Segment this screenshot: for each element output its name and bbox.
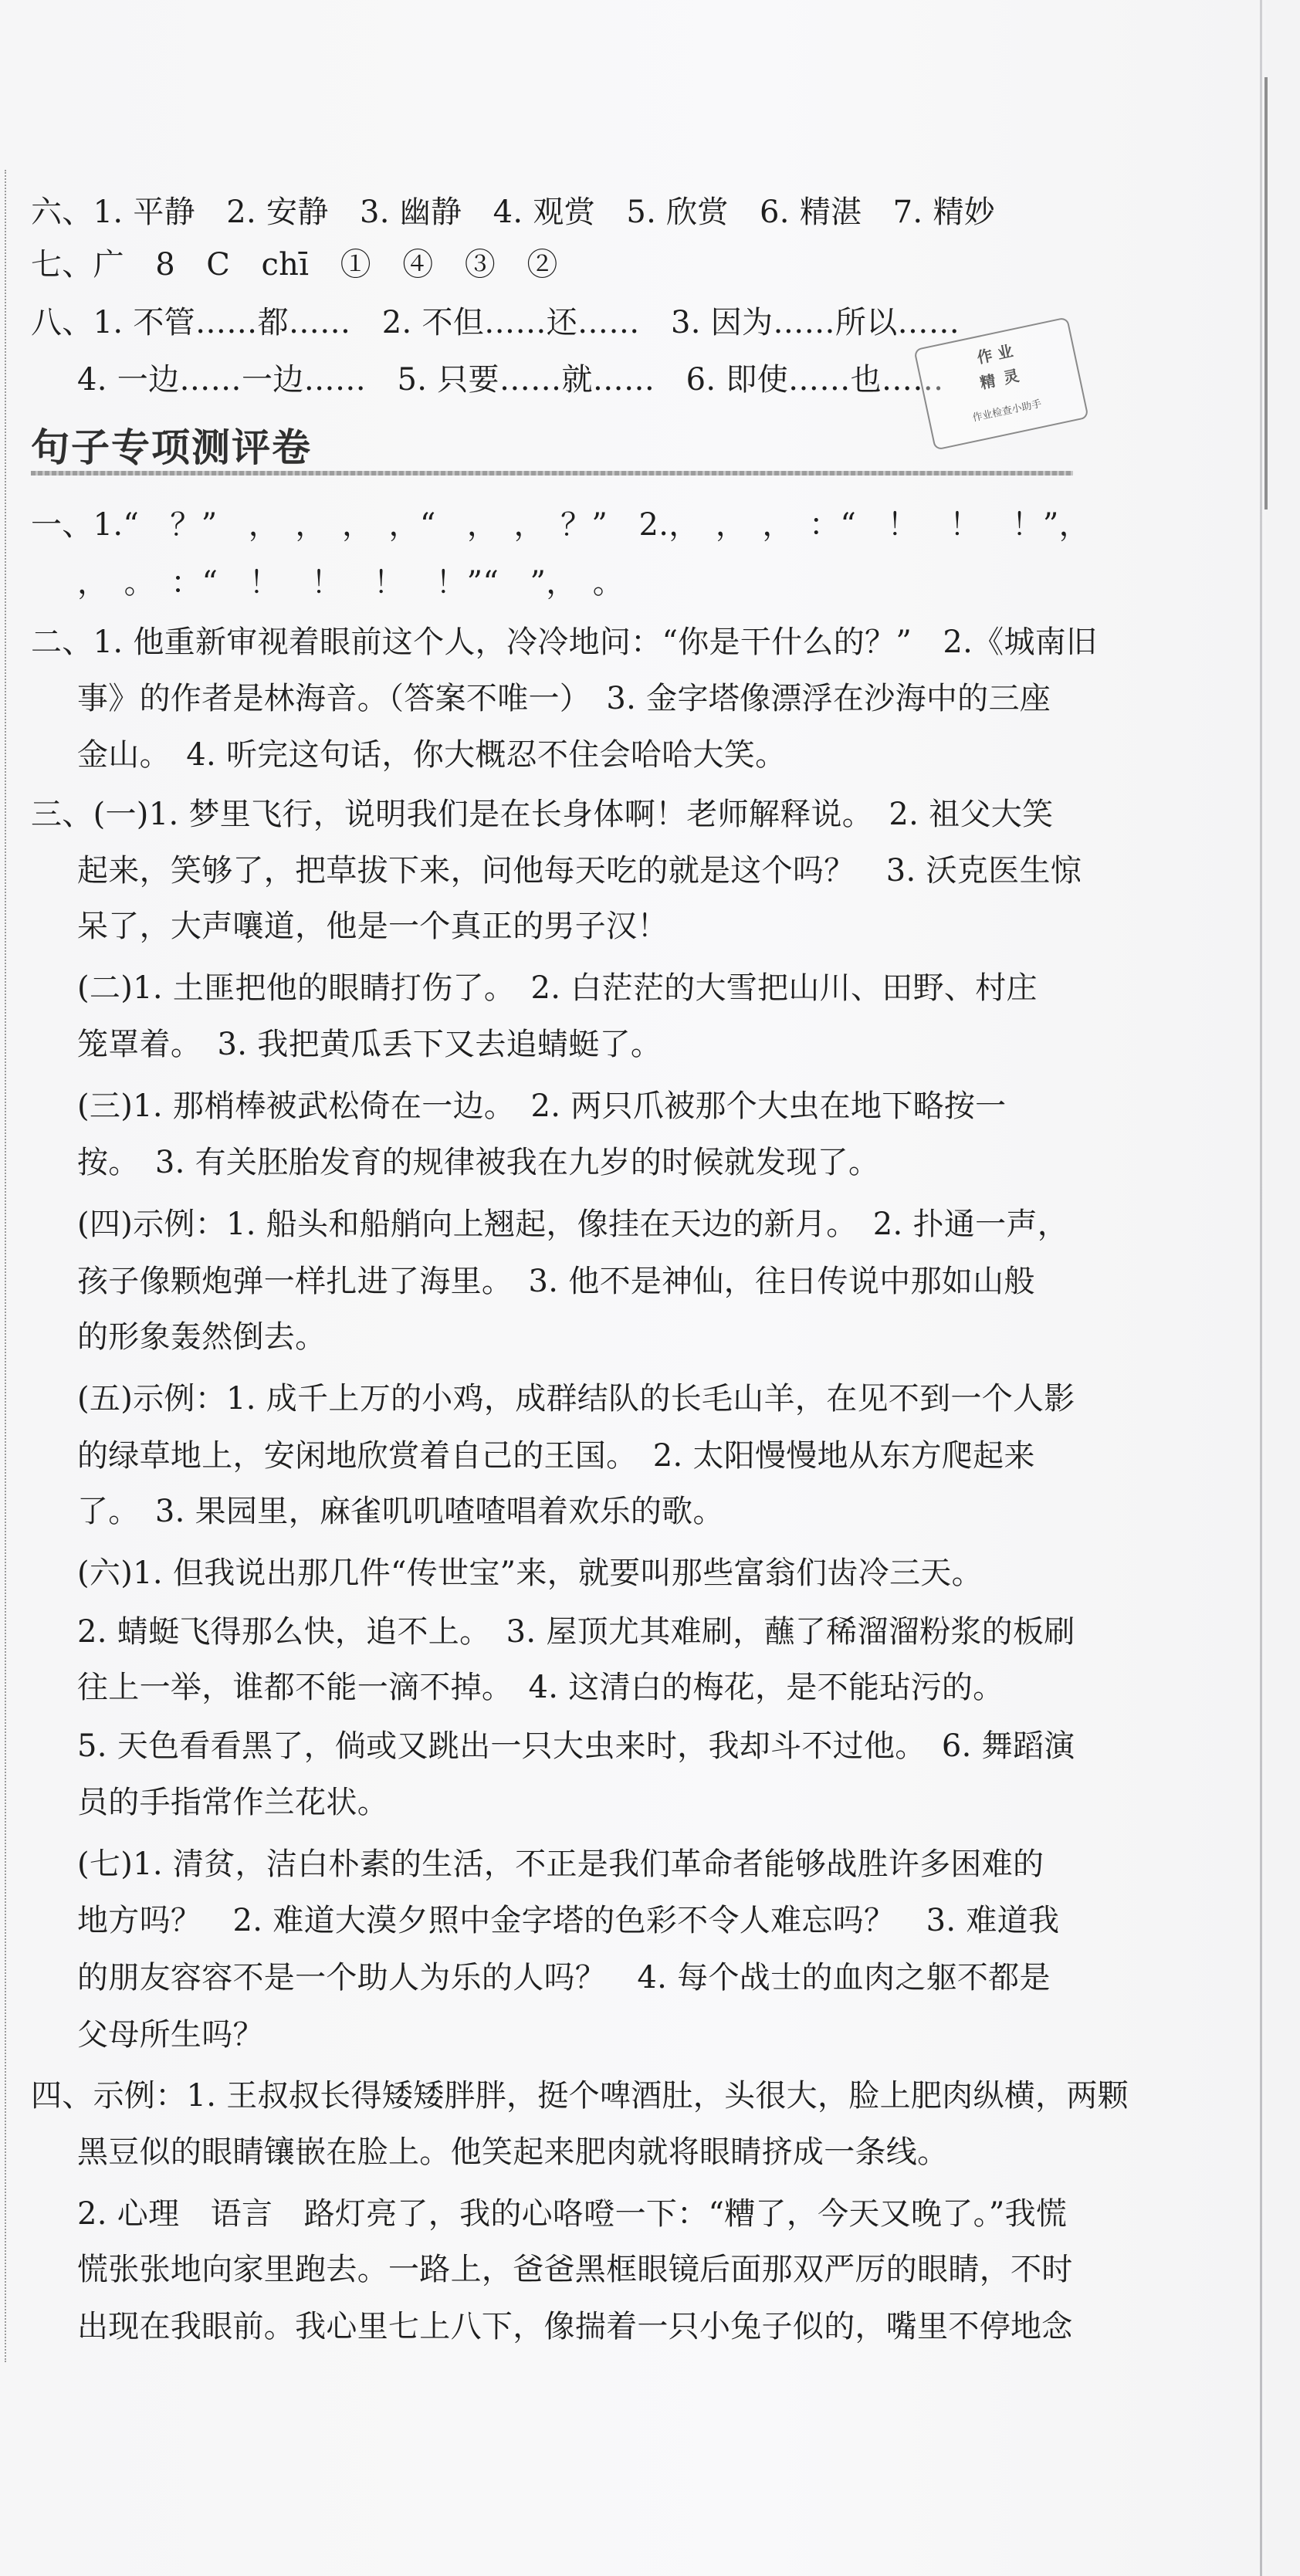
answer-line: 金山。 4. 听完这句话，你大概忍不住会哈哈大笑。 <box>77 737 787 773</box>
title-underline <box>31 471 1073 476</box>
answer-line: 往上一举，谁都不能一滴不掉。 4. 这清白的梅花，是不能玷污的。 <box>77 1670 1004 1705</box>
answer-line: (三)1. 那梢棒被武松倚在一边。 2. 两只爪被那个大虫在地下略按一 <box>77 1088 1007 1124</box>
answer-line: 笼罩着。 3. 我把黄瓜丢下又去追蜻蜓了。 <box>77 1027 662 1062</box>
answer-line: 父母所生吗？ <box>77 2017 264 2053</box>
answer-line: (六)1. 但我说出那几件“传世宝”来，就要叫那些富翁们齿冷三天。 <box>77 1555 983 1591</box>
answer-line: 一、1.“ ？” ， ， ， ，“ ， ， ？” 2.， ， ， ：“ ！ ！ ！”， <box>31 507 1090 543</box>
answer-line: 八、1. 不管……都…… 2. 不但……还…… 3. 因为……所以…… <box>31 305 960 340</box>
answer-line: 按。 3. 有关胚胎发育的规律被我在九岁的时候就发现了。 <box>77 1145 880 1180</box>
answer-line: (五)示例：1. 成千上万的小鸡，成群结队的长毛山羊，在见不到一个人影 <box>77 1381 1075 1417</box>
margin-dotted-line <box>5 170 6 2362</box>
answer-line: 呆了，大声嚷道，他是一个真正的男子汉！ <box>77 909 669 944</box>
answer-line: 二、1. 他重新审视着眼前这个人，冷冷地问：“你是干什么的？” 2.《城南旧 <box>31 625 1098 660</box>
answer-line: 慌张张地向家里跑去。一路上，爸爸黑框眼镜后面那双严厉的眼睛，不时 <box>77 2252 1073 2287</box>
answer-line: (四)示例：1. 船头和船艄向上翘起，像挂在天边的新月。 2. 扑通一声， <box>77 1207 1069 1242</box>
page-binding-shadow <box>1264 77 1268 509</box>
answer-line: 起来，笑够了，把草拔下来，问他每天吃的就是这个吗？ 3. 沃克医生惊 <box>77 853 1082 889</box>
answer-line: 2. 心理 语言 路灯亮了，我的心咯噔一下：“糟了，今天又晚了。”我慌 <box>77 2196 1068 2232</box>
answer-line: 三、(一)1. 梦里飞行，说明我们是在长身体啊！老师解释说。 2. 祖父大笑 <box>31 797 1054 832</box>
answer-line: 2. 蜻蜓飞得那么快，追不上。 3. 屋顶尤其难刷，蘸了稀溜溜粉浆的板刷 <box>77 1614 1075 1650</box>
answer-line: 四、示例：1. 王叔叔长得矮矮胖胖，挺个啤酒肚，头很大，脸上肥肉纵横，两颗 <box>31 2078 1129 2114</box>
answer-line: 出现在我眼前。我心里七上八下，像揣着一只小兔子似的，嘴里不停地念 <box>77 2309 1073 2344</box>
answer-line: 的朋友容容不是一个助人为乐的人吗？ 4. 每个战士的血肉之躯不都是 <box>77 1960 1051 1995</box>
answer-line: 5. 天色看看黑了，倘或又跳出一只大虫来时，我却斗不过他。 6. 舞蹈演 <box>77 1728 1075 1764</box>
answer-line: 的形象轰然倒去。 <box>77 1319 327 1355</box>
answer-line: 事》的作者是林海音。（答案不唯一） 3. 金字塔像漂浮在沙海中的三座 <box>77 681 1051 716</box>
answer-line: 地方吗？ 2. 难道大漠夕照中金字塔的色彩不令人难忘吗？ 3. 难道我 <box>77 1903 1060 1938</box>
answer-line: 七、广 8 C chī ① ④ ③ ② <box>31 247 558 283</box>
stamp-line-1: 作 业 <box>975 341 1015 367</box>
answer-line: 六、1. 平静 2. 安静 3. 幽静 4. 观赏 5. 欣赏 6. 精湛 7. 精妙 <box>31 195 996 230</box>
answer-line: 4. 一边……一边…… 5. 只要……就…… 6. 即使……也…… <box>77 362 944 398</box>
section-title: 句子专项测评卷 <box>31 425 312 470</box>
answer-line: 黑豆似的眼睛镶嵌在脸上。他笑起来肥肉就将眼睛挤成一条线。 <box>77 2134 949 2170</box>
answer-line: (二)1. 土匪把他的眼睛打伤了。 2. 白茫茫的大雪把山川、田野、村庄 <box>77 970 1038 1006</box>
stamp-line-3: 作业检查小助手 <box>971 398 1043 425</box>
answer-line: ， 。 ：“ ！ ！ ！ ！”“ ”， 。 <box>77 565 625 601</box>
answer-line: (七)1. 清贫，洁白朴素的生活，不正是我们革命者能够战胜许多困难的 <box>77 1847 1044 1882</box>
page-edge <box>1260 0 1262 2576</box>
answer-line: 孩子像颗炮弹一样扎进了海里。 3. 他不是神仙，往日传说中那如山般 <box>77 1264 1035 1299</box>
answer-line: 的绿草地上，安闲地欣赏着自己的王国。 2. 太阳慢慢地从东方爬起来 <box>77 1438 1035 1474</box>
stamp-line-2: 精 灵 <box>978 365 1023 393</box>
answer-line: 员的手指常作兰花状。 <box>77 1785 388 1820</box>
answer-line: 了。 3. 果园里，麻雀叽叽喳喳唱着欢乐的歌。 <box>77 1494 724 1529</box>
